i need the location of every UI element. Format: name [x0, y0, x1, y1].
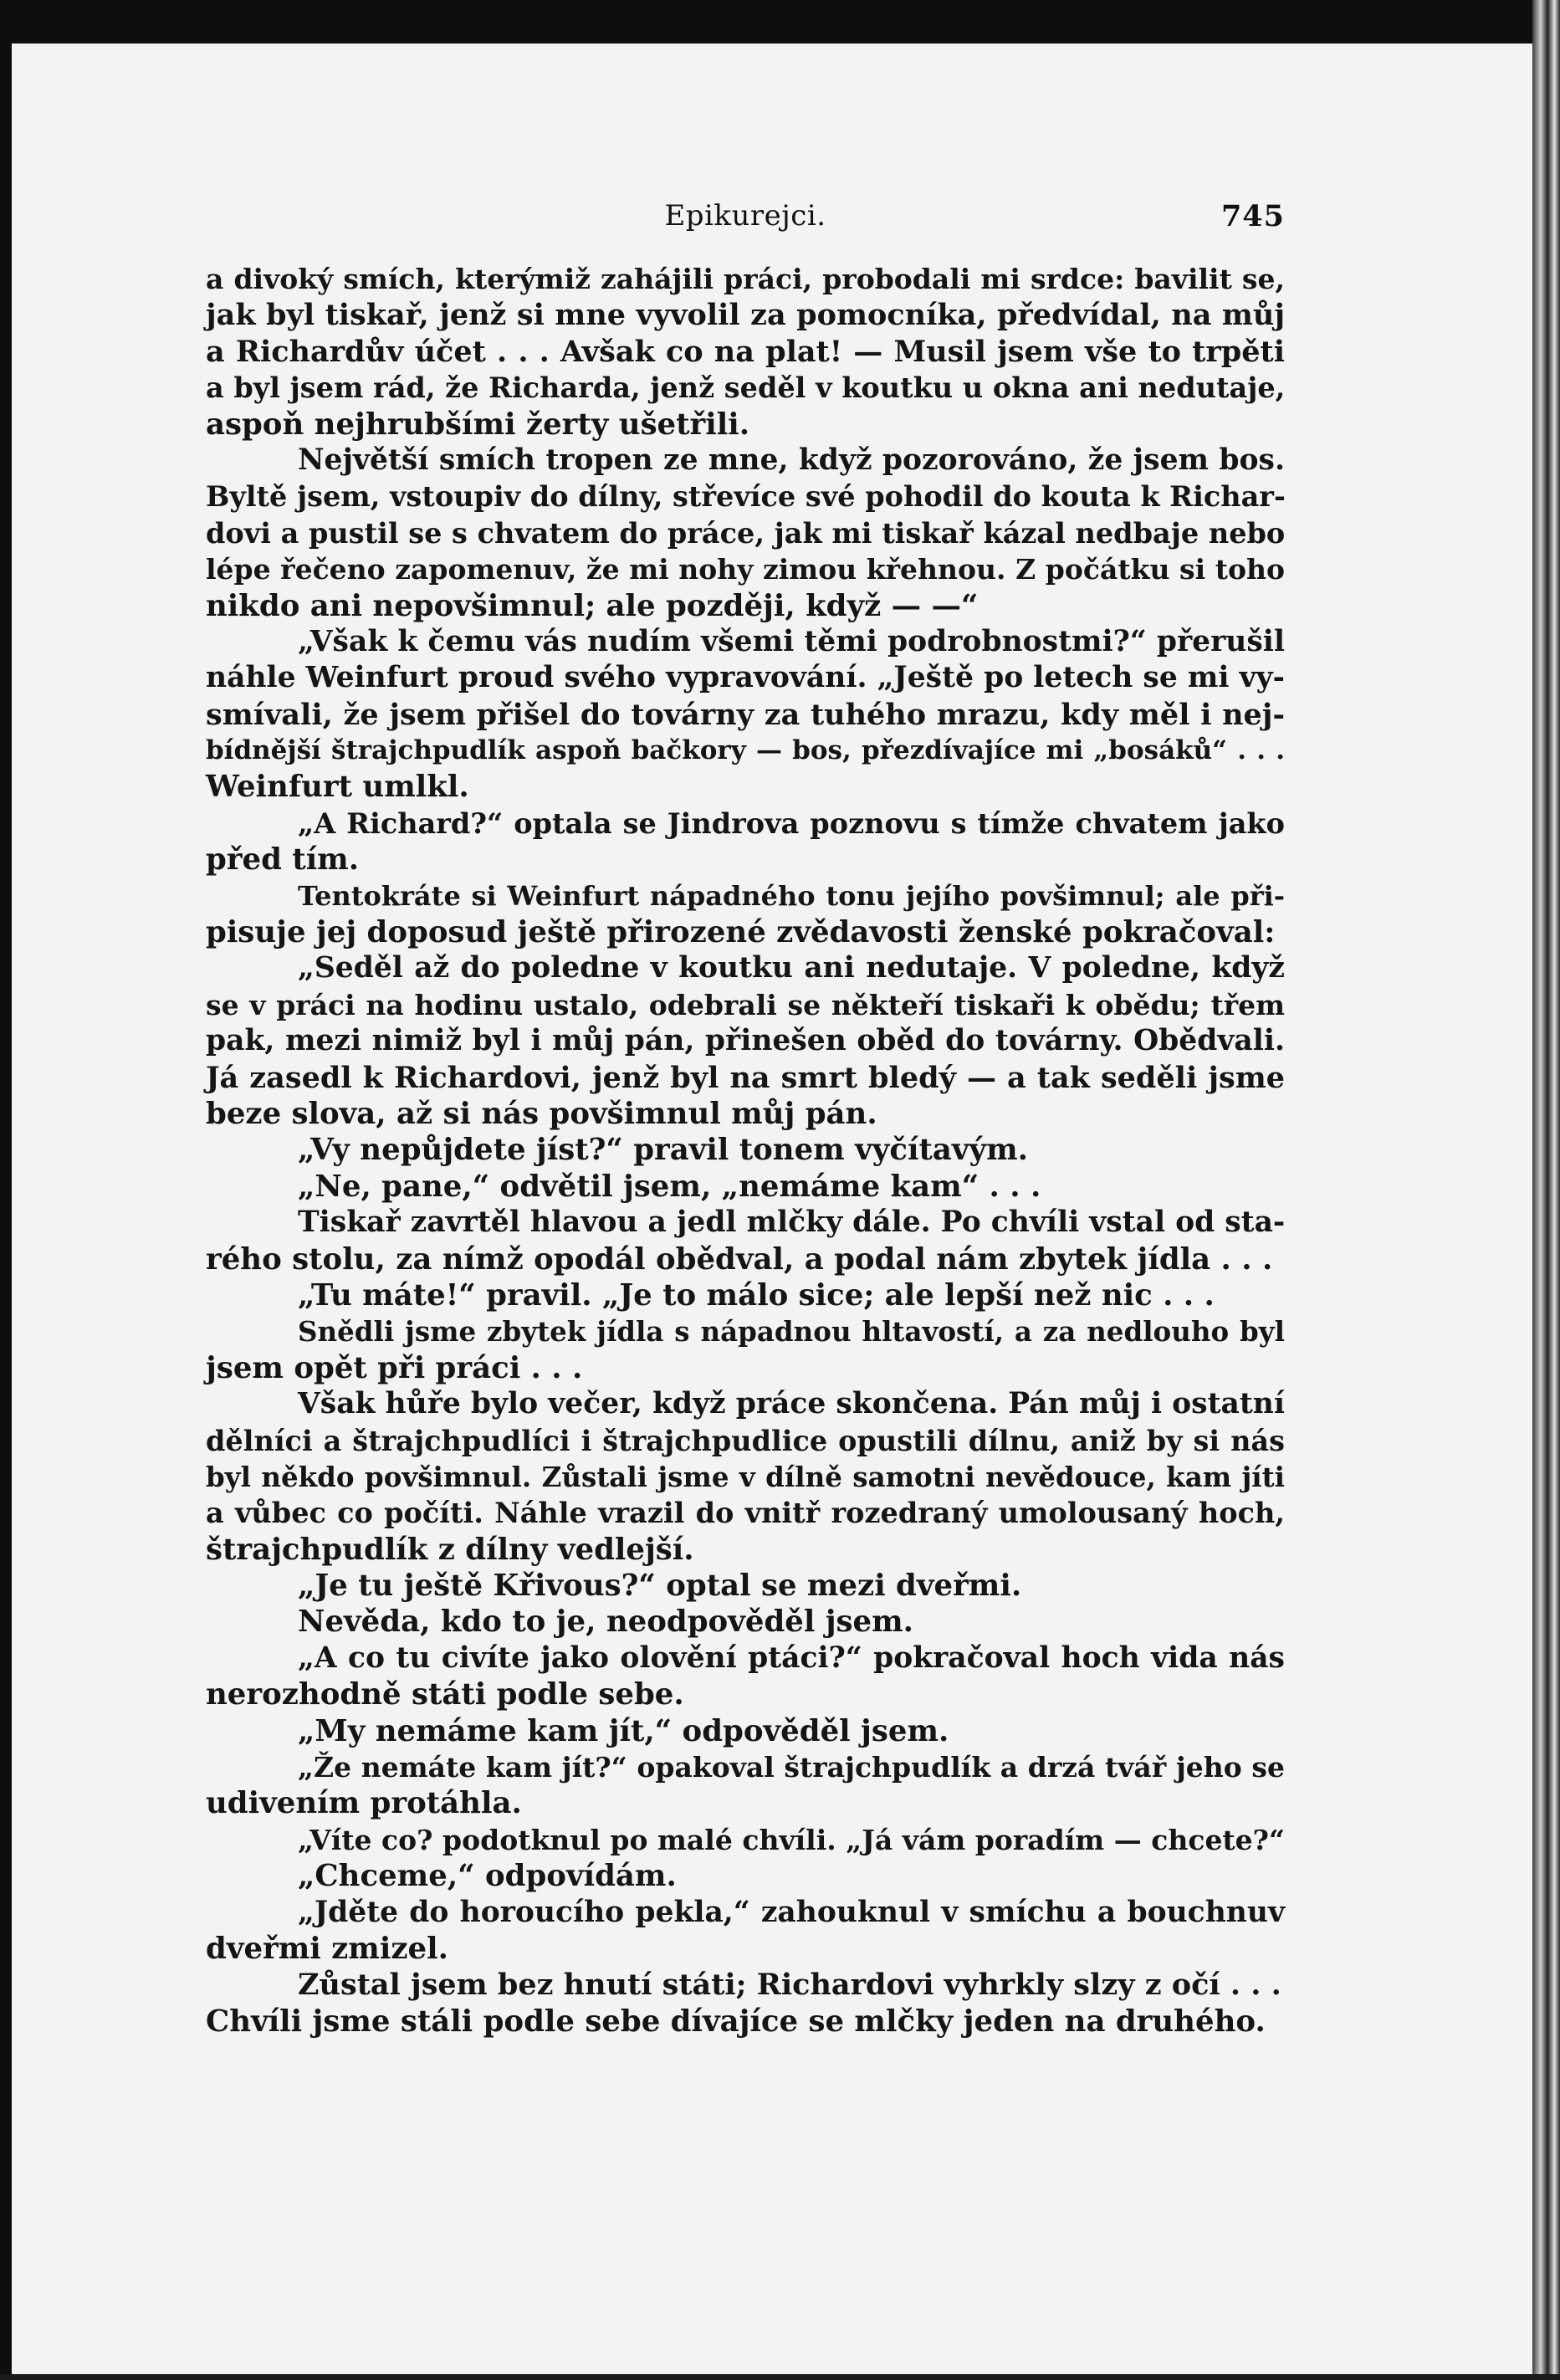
text-line: nerozhodně státi podle sebe.	[206, 1677, 684, 1712]
text-line: dveřmi zmizel.	[206, 1931, 448, 1966]
text-line: „A Richard?“ optala se Jindrova poznovu s tímže chvatem jako	[298, 806, 1285, 840]
text-line: před tím.	[206, 842, 360, 878]
text-line: jak byl tiskař, jenž si mne vyvolil za pomocníka, předvídal, na můj	[206, 298, 1285, 333]
text-line: lépe řečeno zapomenuv, že mi nohy zimou křehnou. Z počátku si toho	[206, 553, 1285, 586]
text-line: dovi a pustil se s chvatem do práce, jak mi tiskař kázal nedbaje nebo	[206, 516, 1286, 550]
text-line: „Ne, pane,“ odvětil jsem, „nemáme kam“ . . .	[298, 1169, 1041, 1204]
text-line: dělníci a štrajchpudlíci i štrajchpudlice opustili dílnu, aniž by si nás	[206, 1424, 1285, 1457]
text-line: byl někdo povšimnul. Zůstali jsme v dílně samotni nevědouce, kam jíti	[206, 1460, 1285, 1493]
text-line: Však hůře bylo večer, když práce skončena. Pán můj i ostatní	[298, 1387, 1285, 1421]
text-line: štrajchpudlík z dílny vedlejší.	[206, 1532, 694, 1567]
text-line: Já zasedl k Richardovi, jenž byl na smrt bledý — a tak seděli jsme	[206, 1060, 1285, 1095]
text-line: Nevěda, kdo to je, neodpověděl jsem.	[298, 1605, 914, 1640]
text-line: jsem opět při práci . . .	[206, 1350, 583, 1385]
text-line: Zůstal jsem bez hnutí státi; Richardovi vyhrkly slzy z očí . . .	[298, 1968, 1281, 2003]
book-edge	[1532, 0, 1560, 2380]
text-line: se v práci na hodinu ustalo, odebrali se někteří tiskaři k obědu; třem	[206, 988, 1285, 1021]
scan-border	[0, 2374, 1560, 2380]
text-line: Byltě jsem, vstoupiv do dílny, střevíce své pohodil do kouta k Richar-	[206, 480, 1286, 514]
text-line: rého stolu, za nímž opodál obědval, a podal nám zbytek jídla . . .	[206, 1241, 1273, 1277]
text-line: nikdo ani nepovšimnul; ale později, když — —“	[206, 588, 979, 623]
text-line: „Seděl až do poledne v koutku ani nedutaje. V poledne, když	[298, 951, 1285, 985]
running-title: Epikurejci.	[664, 199, 826, 233]
text-line: „My nemáme kam jít,“ odpověděl jsem.	[298, 1713, 949, 1748]
text-line: Snědli jsme zbytek jídla s nápadnou hltavostí, a za nedlouho byl	[298, 1315, 1285, 1349]
text-line: beze slova, až si nás povšimnul můj pán.	[206, 1096, 877, 1131]
text-line: „Vy nepůjdete jíst?“ pravil tonem vyčítavým.	[298, 1133, 1029, 1168]
text-line: Weinfurt umlkl.	[206, 770, 469, 805]
page-header	[206, 199, 1285, 241]
text-line: pisuje jej doposud ještě přirozené zvědavosti ženské pokračoval:	[206, 915, 1276, 950]
text-line: a divoký smích, kterýmiž zahájili práci, probodali mi srdce: bavilit se,	[206, 263, 1285, 295]
text-line: a byl jsem rád, že Richarda, jenž seděl v koutku u okna ani nedutaje,	[206, 371, 1286, 405]
text-line: „Chceme,“ odpovídám.	[298, 1859, 677, 1894]
page-number: 745	[1220, 199, 1285, 233]
text-line: „Však k čemu vás nudím všemi těmi podrobnostmi?“ přerušil	[298, 624, 1285, 658]
text-line: Tentokráte si Weinfurt nápadného tonu jejího povšimnul; ale při-	[298, 879, 1285, 912]
text-line: Největší smích tropen ze mne, když pozorováno, že jsem bos.	[298, 443, 1285, 477]
text-line: „Že nemáte kam jít?“ opakoval štrajchpudlík a drzá tvář jeho se	[298, 1751, 1285, 1784]
text-line: a Richardův účet . . . Avšak co na plat! — Musil jsem vše to trpěti	[206, 334, 1285, 369]
text-line: pak, mezi nimiž byl i můj pán, přinešen oběd do továrny. Obědvali.	[206, 1024, 1285, 1058]
text-line: „Je tu ještě Křivous?“ optal se mezi dveřmi.	[298, 1569, 1022, 1604]
text-line: „A co tu civíte jako olovění ptáci?“ pokračoval hoch vida nás	[298, 1640, 1285, 1675]
text-line: aspoň nejhrubšími žerty ušetřili.	[206, 407, 750, 442]
text-line: „Víte co? podotknul po malé chvíli. „Já vám poradím — chcete?“	[298, 1823, 1285, 1856]
text-line: smívali, že jsem přišel do továrny za tuhého mrazu, kdy měl i nej-	[206, 697, 1285, 732]
text-line: „Jděte do horoucího pekla,“ zahouknul v smíchu a bouchnuv	[298, 1895, 1285, 1929]
text-line: udivením protáhla.	[206, 1786, 522, 1821]
text-line: Chvíli jsme stáli podle sebe dívajíce se mlčky jeden na druhého.	[206, 2004, 1266, 2039]
text-line: „Tu máte!“ pravil. „Je to málo sice; ale lepší než nic . . .	[298, 1277, 1215, 1313]
text-line: a vůbec co počíti. Náhle vrazil do vnitř rozedraný umolousaný hoch,	[206, 1497, 1285, 1530]
text-line: Tiskař zavrtěl hlavou a jedl mlčky dále. Po chvíli vstal od sta-	[298, 1205, 1286, 1240]
body-text	[206, 261, 1285, 2040]
text-line: náhle Weinfurt proud svého vypravování. „Ještě po letech se mi vy-	[206, 661, 1285, 695]
text-line: bídnější štrajchpudlík aspoň bačkory — bos, přezdívajíce mi „bosáků“ . . .	[206, 735, 1285, 766]
